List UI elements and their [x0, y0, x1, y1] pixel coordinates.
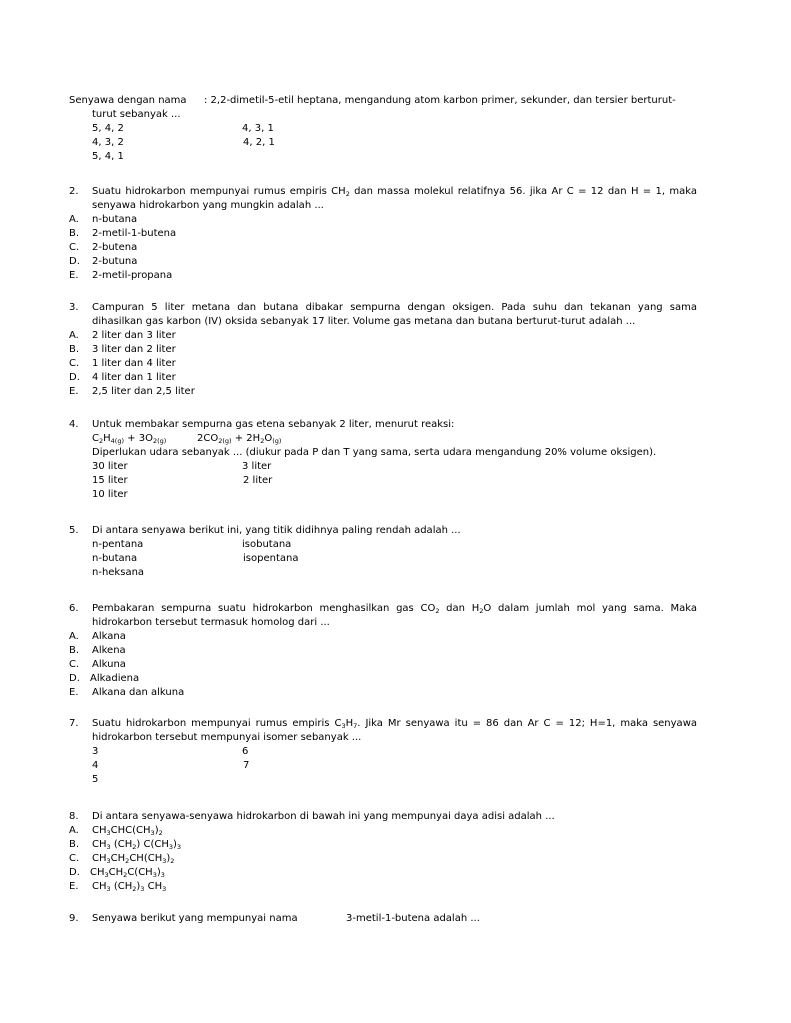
- subscript: 2: [260, 437, 265, 445]
- option-letter: C.: [69, 242, 80, 253]
- q1-option: 4, 3, 2: [92, 137, 124, 148]
- q8-option-a-formula: [92, 824, 163, 838]
- option-letter: B.: [69, 228, 80, 239]
- q1-stem-text: : 2,2-dimetil-5-etil heptana, mengandung atom karbon primer, sekunder, dan tersier berturut-: [204, 95, 676, 106]
- q2-stem-continued: senyawa hidrokarbon yang mungkin adalah ...: [92, 200, 324, 211]
- option-letter: B.: [69, 645, 80, 656]
- option-letter: D.: [69, 372, 80, 383]
- formula-part: CH: [92, 881, 107, 892]
- q2-stem-part: Suatu hidrokarbon mempunyai rumus empiris CH: [92, 186, 346, 197]
- subscript: 2: [435, 607, 440, 615]
- q8-stem: Di antara senyawa-senyawa hidrokarbon di bawah ini yang mempunyai daya adisi adalah ...: [92, 811, 555, 822]
- question-number: 8.: [69, 811, 79, 822]
- option-letter: A.: [69, 330, 79, 341]
- formula-part: CH: [92, 853, 107, 864]
- formula-part: CH: [90, 867, 105, 878]
- q5-option: n-heksana: [92, 567, 145, 578]
- subscript: 3: [106, 829, 111, 837]
- q4-reaction-products: [197, 432, 281, 446]
- formula-part: ): [173, 839, 177, 850]
- option-text: 2-butena: [92, 242, 138, 253]
- subscript: 2: [345, 190, 350, 198]
- q7-stem-part: . Jika Mr senyawa itu = 86 dan Ar C = 12; H=1, maka senyawa: [357, 718, 697, 729]
- q5-option: n-pentana: [92, 539, 144, 550]
- q5-stem: Di antara senyawa berikut ini, yang titik didihnya paling rendah adalah ...: [92, 525, 461, 536]
- q7-stem: [92, 717, 697, 731]
- option-text: 4 liter dan 1 liter: [92, 372, 176, 383]
- q1-stem-label: Senyawa dengan nama: [69, 95, 187, 106]
- q1-option: 4, 2, 1: [243, 137, 275, 148]
- q8-option-c-formula: [92, 852, 174, 866]
- option-letter: E.: [69, 687, 79, 698]
- option-letter: B.: [69, 344, 80, 355]
- subscript: 2(g): [152, 437, 167, 445]
- q4-option: 2 liter: [243, 475, 273, 486]
- q7-stem-part: H: [345, 718, 354, 729]
- subscript: 2: [125, 857, 130, 865]
- subscript: 2: [479, 607, 484, 615]
- subscript: 2: [132, 843, 137, 851]
- question-number: 9.: [69, 913, 79, 924]
- q7-option: 5: [92, 774, 99, 785]
- formula-part: O: [264, 433, 273, 444]
- q6-stem-part: dan H: [439, 603, 480, 614]
- option-letter: D.: [69, 256, 80, 267]
- question-number: 2.: [69, 186, 79, 197]
- option-text: 2-butuna: [92, 256, 138, 267]
- option-text: 1 liter dan 4 liter: [92, 358, 176, 369]
- subscript: 3: [160, 871, 165, 879]
- q7-option: 6: [242, 746, 249, 757]
- q2-stem-part: dan massa molekul relatifnya 56. jika Ar C = 12 dan H = 1, maka: [349, 186, 697, 197]
- q4-stem-continued: Diperlukan udara sebanyak ... (diukur pada P dan T yang sama, serta udara mengandung 20% volume oksigen).: [92, 447, 657, 458]
- formula-part: H: [103, 433, 111, 444]
- question-number: 4.: [69, 419, 79, 430]
- q8-option-d-formula: [90, 866, 165, 880]
- subscript: 3: [104, 871, 109, 879]
- formula-part: ): [154, 825, 159, 836]
- formula-part: + 2H: [231, 433, 261, 444]
- q1-stem-continued: turut sebanyak ...: [92, 109, 181, 120]
- q2-stem: [92, 185, 697, 199]
- question-number: 7.: [69, 718, 79, 729]
- formula-part: CH: [110, 853, 126, 864]
- formula-part: ): [136, 881, 141, 892]
- option-text: Alkana dan alkuna: [92, 687, 185, 698]
- subscript: 3: [140, 885, 145, 893]
- question-number: 6.: [69, 603, 79, 614]
- q4-option: 30 liter: [92, 461, 128, 472]
- option-letter: C.: [69, 659, 80, 670]
- formula-part: CH(CH: [129, 853, 163, 864]
- formula-part: ) C(CH: [136, 839, 169, 850]
- subscript: 3: [168, 843, 173, 851]
- subscript: 7: [353, 722, 358, 730]
- subscript: 3: [162, 885, 167, 893]
- subscript: 3: [162, 857, 167, 865]
- formula-part: CH: [144, 881, 163, 892]
- subscript: 3: [106, 885, 111, 893]
- option-text: 2 liter dan 3 liter: [92, 330, 176, 341]
- q6-stem-continued: hidrokarbon tersebut termasuk homolog dari ...: [92, 617, 330, 628]
- formula-part: (CH: [110, 839, 133, 850]
- option-text: 3 liter dan 2 liter: [92, 344, 176, 355]
- option-letter: D.: [69, 673, 80, 684]
- subscript: 2: [132, 885, 137, 893]
- q3-stem-continued: dihasilkan gas karbon (IV) oksida sebanyak 17 liter. Volume gas metana dan butana berturut-turut adalah ...: [92, 316, 636, 327]
- subscript: 3: [150, 829, 155, 837]
- q6-stem-part: Pembakaran sempurna suatu hidrokarbon menghasilkan gas CO: [92, 603, 436, 614]
- formula-part: + 3O: [124, 433, 153, 444]
- option-text: 2-metil-1-butena: [92, 228, 177, 239]
- option-text: n-butana: [92, 214, 138, 225]
- question-number: 3.: [69, 302, 79, 313]
- subscript: 2(g): [218, 437, 232, 445]
- option-letter: B.: [69, 839, 80, 850]
- option-letter: E.: [69, 881, 79, 892]
- formula-part: CH: [92, 839, 107, 850]
- formula-part: (CH: [110, 881, 133, 892]
- q4-option: 10 liter: [92, 489, 128, 500]
- option-text: 2-metil-propana: [92, 270, 173, 281]
- option-letter: A.: [69, 214, 79, 225]
- option-text: Alkadiena: [90, 673, 140, 684]
- subscript: 2: [170, 857, 175, 865]
- q3-stem: Campuran 5 liter metana dan butana dibakar sempurna dengan oksigen. Pada suhu dan tekanan yang sama: [92, 302, 697, 313]
- q4-option: 3 liter: [242, 461, 272, 472]
- option-letter: C.: [69, 358, 80, 369]
- q5-option: n-butana: [92, 553, 138, 564]
- q9-stem-name: 3-metil-1-butena adalah ...: [346, 913, 480, 924]
- option-letter: D.: [69, 867, 80, 878]
- q7-option: 4: [92, 760, 99, 771]
- option-text: Alkana: [92, 631, 126, 642]
- subscript: 2: [98, 437, 104, 445]
- formula-part: CH: [108, 867, 124, 878]
- option-letter: E.: [69, 270, 79, 281]
- subscript: (g): [272, 437, 282, 445]
- subscript: 4(g): [110, 437, 124, 445]
- q4-reaction-reactants: [92, 432, 166, 446]
- option-letter: E.: [69, 386, 79, 397]
- formula-part: ): [156, 867, 161, 878]
- subscript: 3: [152, 871, 157, 879]
- q7-stem-continued: hidrokarbon tersebut mempunyai isomer sebanyak ...: [92, 732, 362, 743]
- subscript: 3: [176, 843, 182, 851]
- formula-part: CHC(CH: [110, 825, 151, 836]
- q5-option: isobutana: [242, 539, 292, 550]
- subscript: 2: [158, 829, 163, 837]
- formula-part: CH: [92, 825, 107, 836]
- option-text: 2,5 liter dan 2,5 liter: [92, 386, 195, 397]
- formula-part: ): [166, 853, 171, 864]
- option-text: Alkena: [92, 645, 126, 656]
- q6-stem-part: O dalam jumlah mol yang sama. Maka: [483, 603, 697, 614]
- q8-option-e-formula: [92, 880, 166, 894]
- question-number: 5.: [69, 525, 79, 536]
- formula-part: C(CH: [127, 867, 153, 878]
- subscript: 2: [123, 871, 128, 879]
- q4-stem: Untuk membakar sempurna gas etena sebanyak 2 liter, menurut reaksi:: [92, 419, 455, 430]
- option-letter: A.: [69, 825, 79, 836]
- q8-option-b-formula: [92, 838, 181, 852]
- option-letter: C.: [69, 853, 80, 864]
- option-text: Alkuna: [92, 659, 126, 670]
- q4-option: 15 liter: [92, 475, 128, 486]
- q7-stem-part: Suatu hidrokarbon mempunyai rumus empiris C: [92, 718, 342, 729]
- option-letter: A.: [69, 631, 79, 642]
- q5-option: isopentana: [243, 553, 299, 564]
- q1-option: 5, 4, 1: [92, 151, 124, 162]
- q6-stem: [92, 602, 697, 616]
- subscript: 3: [341, 722, 346, 730]
- formula-part: 2CO: [197, 433, 219, 444]
- subscript: 3: [106, 843, 111, 851]
- q9-stem: Senyawa berikut yang mempunyai nama: [92, 913, 298, 924]
- formula-part: C: [92, 433, 99, 444]
- q7-option: 7: [243, 760, 250, 771]
- q1-option: 4, 3, 1: [242, 123, 274, 134]
- q1-option: 5, 4, 2: [92, 123, 124, 134]
- q7-option: 3: [92, 746, 99, 757]
- subscript: 3: [106, 857, 111, 865]
